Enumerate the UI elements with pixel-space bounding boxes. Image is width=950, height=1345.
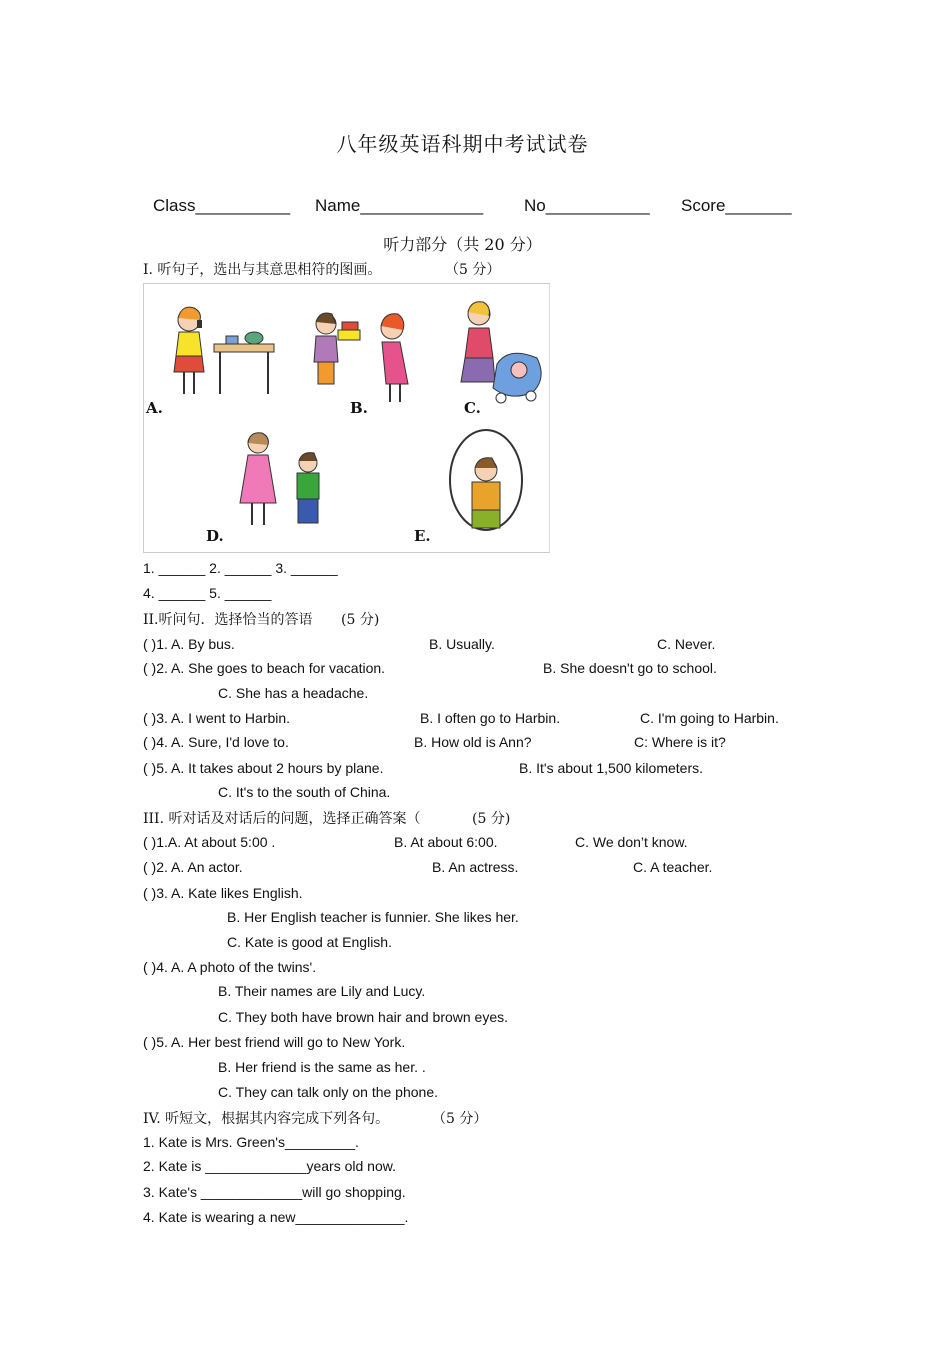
picture-label-d: D. — [206, 527, 224, 545]
s3-q5-b: B. Her friend is the same as her. . — [218, 1059, 426, 1075]
picture-label-a: A. — [146, 399, 163, 417]
section2-points: (5 分) — [341, 612, 380, 628]
section1-answers-row1: 1. ______ 2. ______ 3. ______ — [143, 560, 338, 576]
s2-q4-b: B. How old is Ann? — [414, 734, 532, 750]
s2-q3: ( )3. A. I went to Harbin. — [143, 710, 291, 726]
section3-points: (5 分) — [472, 811, 511, 827]
s2-q4-c: C: Where is it? — [634, 734, 726, 750]
s3-q4: ( )4. A. A photo of the twins'. — [143, 959, 317, 975]
section3-heading: III. 听对话及对话后的问题，选择正确答案（ — [143, 811, 421, 827]
s3-q4-b: B. Their names are Lily and Lucy. — [218, 983, 426, 999]
picture-label-b: B. — [350, 399, 368, 417]
s3-q2: ( )2. A. An actor. — [143, 859, 243, 875]
section1-heading: I. 听句子，选出与其意思相符的图画。 — [143, 262, 382, 278]
listening-part-title: 听力部分（共 20 分） — [383, 235, 542, 254]
s2-q1: ( )1. A. By bus. — [143, 636, 235, 652]
s4-line3: 3. Kate's _____________will go shopping. — [143, 1184, 406, 1200]
section4-points: （5 分） — [432, 1111, 488, 1127]
s3-q2-c: C. A teacher. — [633, 859, 713, 875]
s2-q2-b: B. She doesn't go to school. — [543, 660, 717, 676]
picture-d-illustration — [234, 429, 334, 534]
s4-line4: 4. Kate is wearing a new______________. — [143, 1209, 409, 1225]
page-title: 八年级英语科期中考试试卷 — [336, 132, 589, 156]
section4-heading: IV. 听短文，根据其内容完成下列各句。 — [143, 1111, 390, 1127]
s4-line1: 1. Kate is Mrs. Green's_________. — [143, 1134, 359, 1150]
s3-q3-b: B. Her English teacher is funnier. She likes her. — [227, 909, 519, 925]
s2-q1-b: B. Usually. — [429, 636, 495, 652]
s3-q1: ( )1.A. At about 5:00 . — [143, 834, 276, 850]
s2-q2-c: C. She has a headache. — [218, 685, 369, 701]
s2-q5-c: C. It's to the south of China. — [218, 784, 391, 800]
picture-label-e: E. — [414, 527, 431, 545]
section1-points: （5 分） — [445, 262, 501, 278]
s3-q5: ( )5. A. Her best friend will go to New York. — [143, 1034, 406, 1050]
s3-q5-c: C. They can talk only on the phone. — [218, 1084, 438, 1100]
s2-q4: ( )4. A. Sure, I'd love to. — [143, 734, 289, 750]
s3-q1-b: B. At about 6:00. — [394, 834, 498, 850]
s2-q2: ( )2. A. She goes to beach for vacation. — [143, 660, 386, 676]
s2-q3-c: C. I'm going to Harbin. — [640, 710, 779, 726]
picture-panel — [143, 283, 550, 553]
s2-q5-b: B. It's about 1,500 kilometers. — [519, 760, 703, 776]
number-field: No___________ — [524, 196, 650, 215]
s2-q3-b: B. I often go to Harbin. — [420, 710, 561, 726]
picture-label-c: C. — [464, 399, 481, 417]
name-field: Name_____________ — [315, 196, 484, 215]
s3-q2-b: B. An actress. — [432, 859, 519, 875]
section2-heading: II.听问句．选择恰当的答语 — [143, 612, 313, 628]
s2-q5: ( )5. A. It takes about 2 hours by plane. — [143, 760, 384, 776]
picture-e-illustration — [444, 426, 534, 546]
class-field: Class__________ — [153, 196, 291, 215]
picture-a-illustration — [164, 298, 284, 408]
section1-answers-row2: 4. ______ 5. ______ — [143, 585, 272, 601]
s2-q1-c: C. Never. — [657, 636, 716, 652]
s3-q4-c: C. They both have brown hair and brown eyes. — [218, 1009, 509, 1025]
s3-q3: ( )3. A. Kate likes English. — [143, 885, 303, 901]
s4-line2: 2. Kate is _____________years old now. — [143, 1158, 396, 1174]
score-field: Score_______ — [681, 196, 792, 215]
s3-q3-c: C. Kate is good at English. — [227, 934, 392, 950]
picture-c-illustration — [449, 298, 549, 410]
s3-q1-c: C. We don’t know. — [575, 834, 688, 850]
